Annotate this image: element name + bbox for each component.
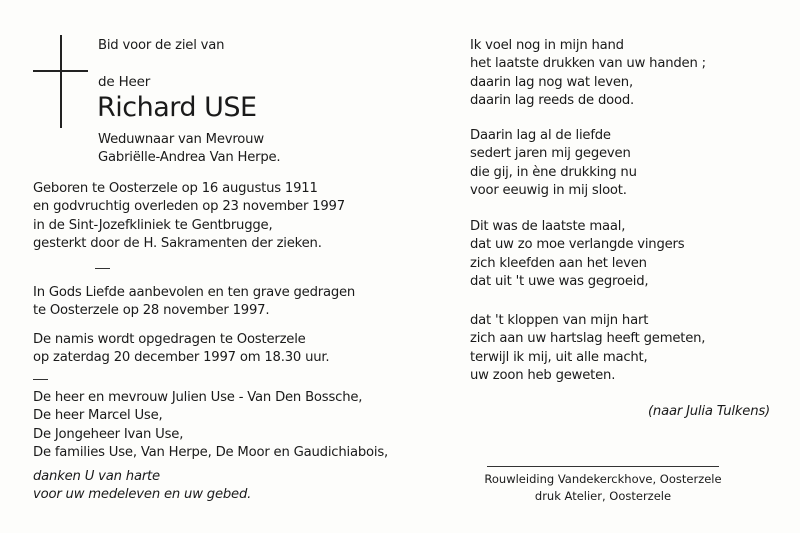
poem-line: dat 't kloppen van mijn hart bbox=[470, 313, 649, 328]
poem-line: daarin lag reeds de dood. bbox=[470, 93, 635, 109]
poem-attribution: (naar Julia Tulkens) bbox=[647, 404, 770, 419]
poem-line: Ik voel nog in mijn hand bbox=[470, 38, 624, 53]
poem-line: Dit was de laatste maal, bbox=[470, 219, 626, 234]
family-block bbox=[33, 389, 388, 463]
cross-icon-bar bbox=[33, 70, 88, 72]
divider bbox=[95, 268, 110, 269]
text-line: te Oosterzele op 28 november 1997. bbox=[33, 303, 270, 319]
thanks-block bbox=[33, 468, 251, 505]
poem-stanza bbox=[470, 218, 684, 292]
poem-line: daarin lag nog wat leven, bbox=[470, 74, 633, 90]
widower-line: Weduwnaar van Mevrouw bbox=[98, 132, 264, 147]
intro-text: Bid voor de ziel van bbox=[98, 38, 225, 53]
deceased-name: Richard USE bbox=[97, 92, 257, 123]
text-line: in de Sint-Jozefkliniek te Gentbrugge, bbox=[33, 217, 273, 233]
poem-line: uw zoon heb geweten. bbox=[470, 368, 616, 384]
text-line: In Gods Liefde aanbevolen en ten grave gedragen bbox=[33, 285, 356, 300]
widower-line: Gabriëlle-Andrea Van Herpe. bbox=[98, 150, 281, 166]
poem-line: zich aan uw hartslag heeft gemeten, bbox=[470, 331, 706, 347]
credit-line: druk Atelier, Oosterzele bbox=[534, 489, 672, 503]
cross-icon bbox=[60, 35, 62, 128]
divider bbox=[487, 466, 719, 467]
poem-line: dat uw zo moe verlangde vingers bbox=[470, 237, 685, 253]
poem-line: dat uit 't uwe was gegroeid, bbox=[470, 274, 649, 290]
poem-stanza bbox=[470, 312, 705, 386]
title-text: de Heer bbox=[98, 74, 151, 90]
poem-line: terwijl ik mij, uit alle macht, bbox=[470, 349, 648, 365]
poem-line: het laatste drukken van uw handen ; bbox=[470, 56, 706, 72]
text-line: voor uw medeleven en uw gebed. bbox=[33, 487, 252, 503]
mass-block bbox=[33, 331, 329, 368]
poem-line: Daarin lag al de liefde bbox=[470, 128, 611, 143]
credit-line: Rouwleiding Vandekerckhove, Oosterzele bbox=[484, 472, 722, 486]
birth-death-block bbox=[33, 180, 345, 254]
poem-line: zich kleefden aan het leven bbox=[470, 255, 647, 271]
poem-line: die gij, in ène drukking nu bbox=[470, 164, 637, 180]
text-line: De namis wordt opgedragen te Oosterzele bbox=[33, 332, 306, 347]
credits bbox=[470, 471, 736, 505]
widower-block bbox=[98, 131, 280, 168]
text-line: en godvruchtig overleden op 23 november 1997 bbox=[33, 199, 345, 215]
text-line: De heer Marcel Use, bbox=[33, 408, 163, 424]
text-line: De families Use, Van Herpe, De Moor en Gaudichiabois, bbox=[33, 445, 389, 461]
text-line: gesterkt door de H. Sakramenten der zieken. bbox=[33, 236, 322, 252]
divider bbox=[33, 379, 48, 380]
text-line: op zaterdag 20 december 1997 om 18.30 uur. bbox=[33, 350, 330, 366]
poem-stanza bbox=[470, 127, 637, 201]
text-line: De Jongeheer Ivan Use, bbox=[33, 426, 184, 442]
poem-line: voor eeuwig in mij sloot. bbox=[470, 183, 627, 199]
poem-line: sedert jaren mij gegeven bbox=[470, 146, 631, 162]
text-line: De heer en mevrouw Julien Use - Van Den Bossche, bbox=[33, 390, 363, 405]
burial-block bbox=[33, 284, 355, 321]
poem-stanza bbox=[470, 37, 706, 111]
text-line: Geboren te Oosterzele op 16 augustus 1911 bbox=[33, 181, 318, 196]
text-line: danken U van harte bbox=[33, 469, 160, 484]
